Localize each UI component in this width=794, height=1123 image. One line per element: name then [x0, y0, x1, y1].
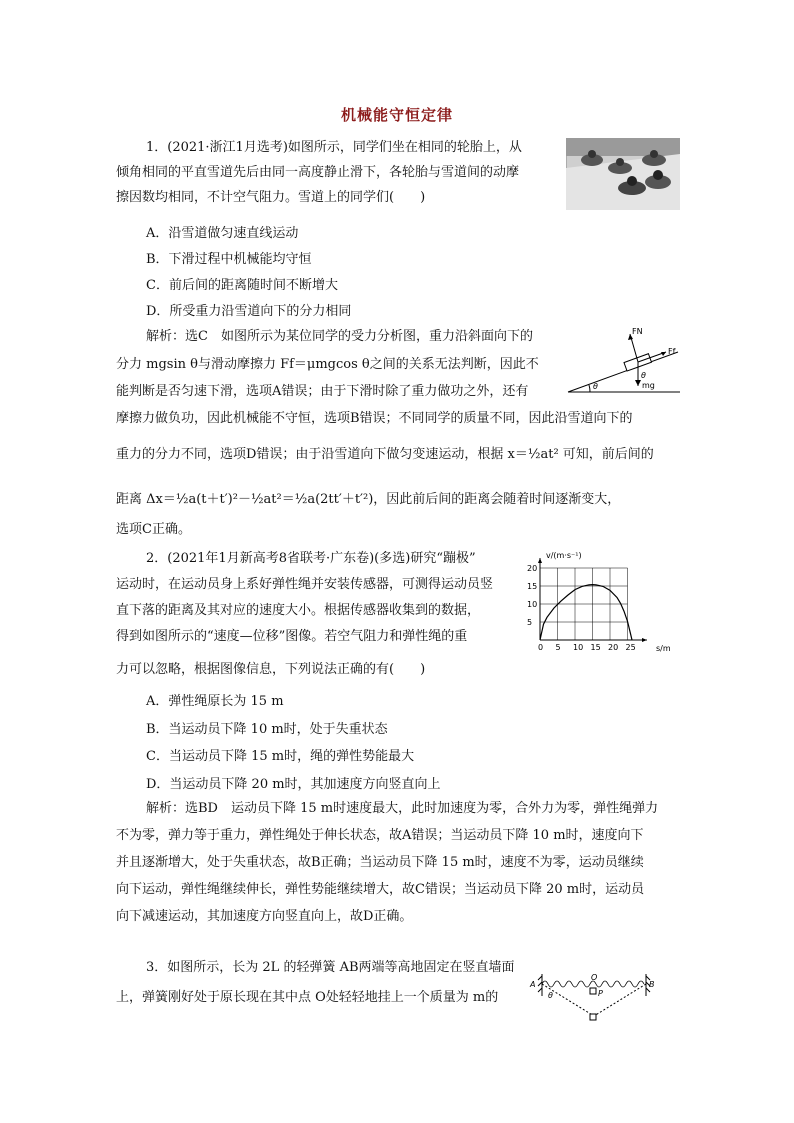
q2-option-d: D．当运动员下降 20 m时，其加速度方向竖直向上: [146, 777, 441, 792]
q1-solution-7: 选项C正确。: [116, 522, 191, 537]
q2-solution-1: 解析：选BD 运动员下降 15 m时速度最大，此时加速度为零，合外力为零，弹性绳弹力: [146, 801, 659, 816]
q2-line-2: 运动时，在运动员身上系好弹性绳并安装传感器，可测得运动员竖: [116, 577, 494, 592]
chart-x-tick-label: 15: [590, 643, 601, 652]
spring-diagram: [528, 972, 660, 1024]
q3-line-1: 3．如图所示，长为 2L 的轻弹簧 AB两端等高地固定在竖直墙面: [146, 960, 515, 975]
chart-y-arrow: [538, 558, 542, 563]
q2-option-a: A．弹性绳原长为 15 m: [146, 694, 284, 709]
chart-y-tick-label: 10: [527, 600, 538, 609]
force-diagram: [566, 324, 684, 394]
q1-solution-4: 摩擦力做负功，因此机械能不守恒，选项B错误；不同同学的质量不同，因此沿雪道向下的: [116, 411, 633, 426]
q2-solution-5: 向下减速运动，其加速度方向竖直向上，故D正确。: [116, 909, 413, 924]
chart-y-tick-label: 20: [527, 564, 538, 573]
q2-line-3: 直下落的距离及其对应的速度大小。根据传感器收集到的数据，: [116, 603, 481, 618]
chart-x-tick-label: 5: [555, 643, 561, 652]
chart-x-tick-label: 10: [573, 643, 584, 652]
label-slope-angle: θ: [593, 382, 598, 391]
label-b: B: [649, 980, 655, 989]
q2-solution-3: 并且逐渐增大，处于失重状态，故B正确；当运动员下降 15 m时，速度不为零，运动员继续: [116, 855, 644, 870]
label-o: O: [591, 973, 598, 982]
q1-line-3: 擦因数均相同，不计空气阻力。雪道上的同学们( ): [116, 190, 426, 205]
label-a: A: [530, 980, 536, 989]
velocity-displacement-chart: [520, 548, 680, 656]
chart-y-tick-label: 15: [527, 582, 538, 591]
q1-line-1: 1．(2021·浙江1月选考)如图所示，同学们坐在相同的轮胎上，从: [146, 140, 522, 155]
chart-x-axis-label: s/m: [656, 644, 671, 653]
q2-line-1: 2．(2021年1月新高考8省联考·广东卷)(多选)研究“蹦极”: [146, 551, 476, 566]
q1-option-d: D．所受重力沿雪道向下的分力相同: [146, 304, 352, 319]
chart-y-tick-label: 5: [527, 618, 533, 627]
label-friction: Ff: [668, 347, 676, 356]
chart-x-tick-label: 20: [608, 643, 619, 652]
q1-solution-2: 分力 mgsin θ与滑动摩擦力 Ff＝μmgcos θ之间的关系无法判断，因此不: [116, 357, 539, 372]
q3-line-2: 上，弹簧刚好处于原长现在其中点 O处轻轻地挂上一个质量为 m的: [116, 990, 499, 1005]
label-theta: θ: [548, 991, 553, 1000]
chart-x-tick-label: 25: [625, 643, 636, 652]
chart-x-tick-label: 0: [538, 643, 544, 652]
label-inner-angle: θ: [641, 371, 646, 380]
q2-option-b: B．当运动员下降 10 m时，处于失重状态: [146, 722, 388, 737]
label-normal-force: FN: [632, 327, 643, 336]
q2-solution-2: 不为零，弹力等于重力，弹性绳处于伸长状态，故A错误；当运动员下降 10 m时，速度向下: [116, 828, 644, 843]
page-title: 机械能守恒定律: [340, 106, 453, 124]
q2-line-4: 得到如图所示的“速度—位移”图像。若空气阻力和弹性绳的重: [116, 629, 468, 644]
q2-solution-4: 向下运动，弹性绳继续伸长，弹性势能继续增大，故C错误；当运动员下降 20 m时，运动员: [116, 882, 645, 897]
label-gravity: mg: [642, 381, 655, 390]
q2-line-5: 力可以忽略，根据图像信息，下列说法正确的有( ): [116, 662, 426, 677]
label-p: P: [598, 989, 603, 998]
snow-tube-photo: [566, 138, 680, 210]
chart-series-line: [540, 585, 632, 640]
q1-solution-6: 距离 Δx＝½a(t＋t′)²－½at²＝½a(2tt′＋t′²)，因此前后间的距离会随着时间逐渐变大，: [116, 492, 621, 507]
q1-solution-5: 重力的分力不同，选项D错误；由于沿雪道向下做匀变速运动，根据 x＝½at² 可知，前后间的: [116, 447, 654, 462]
chart-y-axis-label: v/(m·s⁻¹): [546, 551, 582, 560]
chart-x-arrow: [642, 638, 647, 642]
q2-option-c: C．当运动员下降 15 m时，绳的弹性势能最大: [146, 749, 415, 764]
q1-option-c: C．前后间的距离随时间不断增大: [146, 278, 338, 293]
q1-line-2: 倾角相同的平直雪道先后由同一高度静止滑下，各轮胎与雪道间的动摩: [116, 165, 520, 180]
q1-solution-3: 能判断是否匀速下滑，选项A错误；由于下滑时除了重力做功之外，还有: [116, 384, 529, 399]
q1-option-b: B．下滑过程中机械能均守恒: [146, 252, 312, 267]
q1-solution-1: 解析：选C 如图所示为某位同学的受力分析图，重力沿斜面向下的: [146, 329, 533, 344]
q1-option-a: A．沿雪道做匀速直线运动: [146, 226, 299, 241]
